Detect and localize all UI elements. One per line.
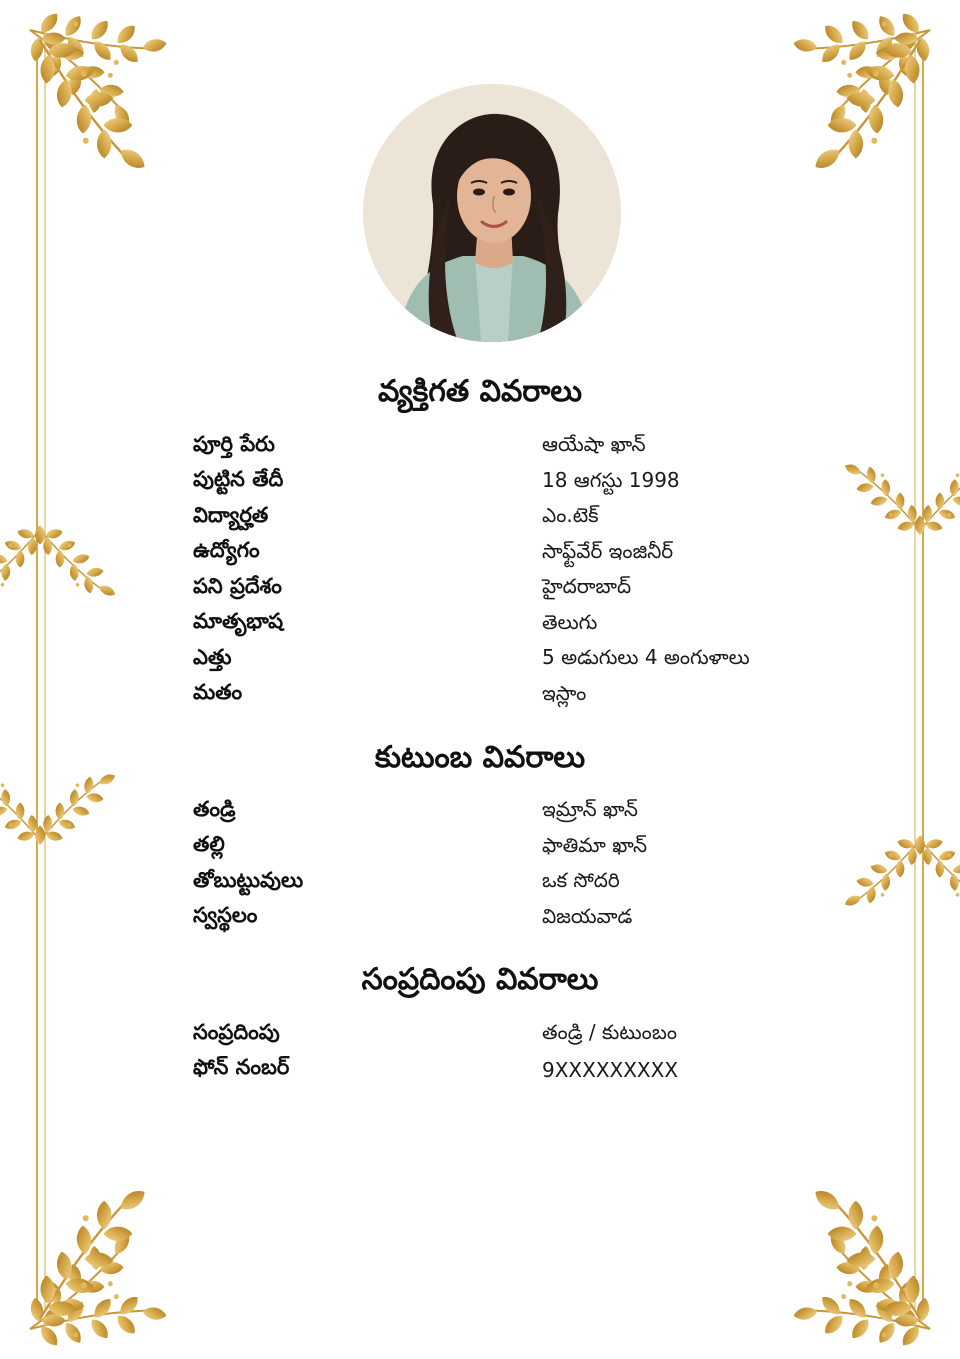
detail-value: ఇస్లాం (542, 680, 587, 705)
detail-label: ఉద్యోగం (193, 538, 260, 563)
detail-row-religion (193, 678, 813, 714)
detail-row-phone-number (193, 1053, 813, 1089)
family-details-heading: కుటుంబ వివరాలు (374, 740, 586, 775)
detail-row-father (193, 794, 813, 830)
detail-label: పని ప్రదేశం (193, 573, 282, 598)
detail-row-date-of-birth (193, 465, 813, 501)
detail-row-work-location (193, 571, 813, 607)
portrait-photo-icon (363, 84, 621, 342)
detail-value: ఇమ్రాన్ ఖాన్ (542, 797, 638, 822)
detail-row-height (193, 642, 813, 678)
detail-value: తెలుగు (542, 609, 598, 634)
detail-row-education (193, 500, 813, 536)
detail-label: తల్లి (193, 832, 225, 857)
profile-photo (363, 84, 621, 342)
corner-ornament-bottom-right (779, 1180, 955, 1359)
detail-value: సాఫ్ట్‌వేర్ ఇంజినీర్ (542, 538, 674, 563)
detail-label: పూర్తి పేరు (193, 431, 275, 456)
detail-row-mother (193, 830, 813, 866)
detail-label: విద్యార్హత (193, 502, 269, 527)
detail-value: 9XXXXXXXXX (542, 1058, 679, 1083)
detail-row-occupation (193, 536, 813, 572)
detail-row-siblings (193, 865, 813, 901)
side-ornament-right (831, 459, 960, 912)
detail-label: సంప్రదింపు (193, 1019, 280, 1044)
contact-details-list (193, 1017, 813, 1088)
detail-value: ఒక సోదరి (542, 868, 620, 893)
detail-value: ఆయేషా ఖాన్ (542, 432, 646, 457)
corner-ornament-top-right (779, 0, 955, 179)
detail-label: మాతృభాష (193, 609, 284, 634)
detail-label: ఫోన్ నంబర్ (193, 1055, 290, 1080)
corner-ornament-bottom-left (5, 1180, 181, 1359)
detail-value: 5 అడుగులు 4 అంగుళాలు (542, 645, 750, 670)
detail-value: విజయవాడ (542, 903, 633, 928)
side-ornament-left (0, 522, 129, 848)
detail-label: స్వస్థలం (193, 903, 258, 928)
detail-value: ఫాతిమా ఖాన్ (542, 832, 648, 857)
detail-value: 18 ఆగస్టు 1998 (542, 467, 680, 492)
detail-label: పుట్టిన తేదీ (193, 467, 284, 492)
detail-label: తండ్రి (193, 796, 236, 821)
contact-details-heading: సంప్రదింపు వివరాలు (361, 962, 599, 997)
detail-row-mother-tongue (193, 607, 813, 643)
personal-details-heading: వ్యక్తిగత వివరాలు (377, 374, 583, 409)
corner-ornament-top-left (5, 0, 181, 179)
family-details-list (193, 794, 813, 936)
detail-value: తండ్రి / కుటుంబం (542, 1020, 677, 1045)
detail-label: ఎత్తు (193, 644, 232, 669)
detail-row-contact (193, 1017, 813, 1053)
detail-value: హైదరాబాద్ (542, 574, 632, 599)
detail-row-hometown (193, 901, 813, 937)
detail-value: ఎం.టెక్ (542, 503, 599, 528)
detail-label: మతం (193, 680, 243, 705)
detail-label: తోబుట్టువులు (193, 867, 304, 892)
detail-row-full-name (193, 429, 813, 465)
personal-details-list (193, 429, 813, 713)
